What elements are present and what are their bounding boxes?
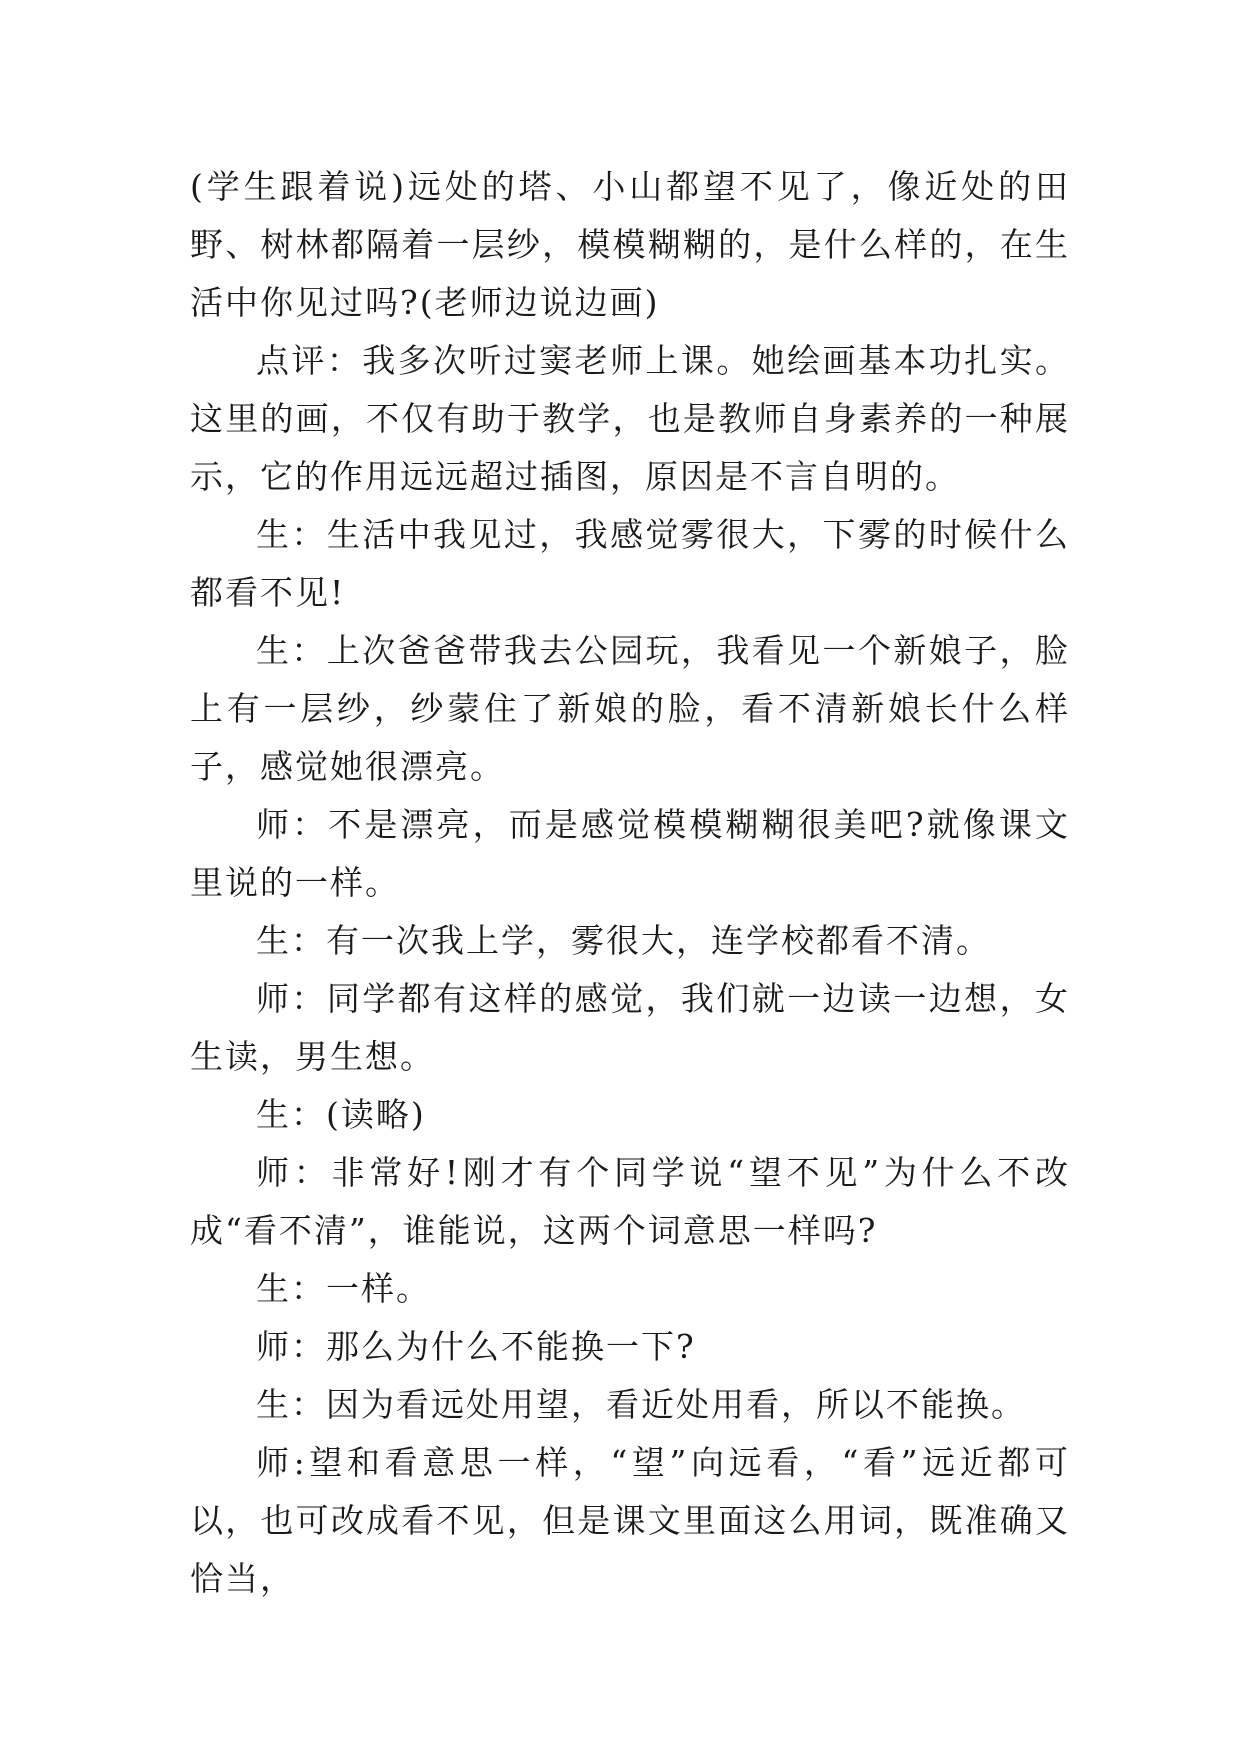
paragraph-commentary: 点评：我多次听过窦老师上课。她绘画基本功扎实。这里的画，不仅有助于教学，也是教师自身素养的一种展示，它的作用远远超过插图，原因是不言自明的。 (190, 341, 1070, 496)
paragraph-student-reading: 生：(读略) (256, 1095, 426, 1134)
document-page (190, 158, 1070, 1608)
paragraph-teacher-explain: 师:望和看意思一样，“望”向远看，“看”远近都可以，也可改成看不见，但是课文里面这么用词，既准确又恰当， (190, 1443, 1070, 1598)
paragraph-student-same: 生：一样。 (256, 1269, 431, 1308)
paragraph-student-repeat: (学生跟着说)远处的塔、小山都望不见了，像近处的田野、树林都隔着一层纱，模模糊糊的，是什么样的，在生活中你见过吗?(老师边说边画) (190, 167, 1070, 322)
paragraph-student-fog: 生：生活中我见过，我感觉雾很大，下雾的时候什么都看不见! (190, 515, 1070, 612)
paragraph-student-bride: 生：上次爸爸带我去公园玩，我看见一个新娘子，脸上有一层纱，纱蒙住了新娘的脸，看不清新娘长什么样子，感觉她很漂亮。 (190, 631, 1070, 786)
paragraph-teacher-read: 师：同学都有这样的感觉，我们就一边读一边想，女生读，男生想。 (190, 979, 1070, 1076)
paragraph-student-reason: 生：因为看远处用望，看近处用看，所以不能换。 (256, 1385, 1026, 1424)
paragraph-teacher-beautiful: 师：不是漂亮，而是感觉模模糊糊很美吧?就像课文里说的一样。 (190, 805, 1070, 902)
paragraph-teacher-question: 师：非常好!刚才有个同学说“望不见”为什么不改成“看不清”，谁能说，这两个词意思一样吗? (190, 1153, 1070, 1250)
paragraph-student-school: 生：有一次我上学，雾很大，连学校都看不清。 (256, 921, 991, 960)
paragraph-teacher-why: 师：那么为什么不能换一下? (256, 1327, 696, 1366)
